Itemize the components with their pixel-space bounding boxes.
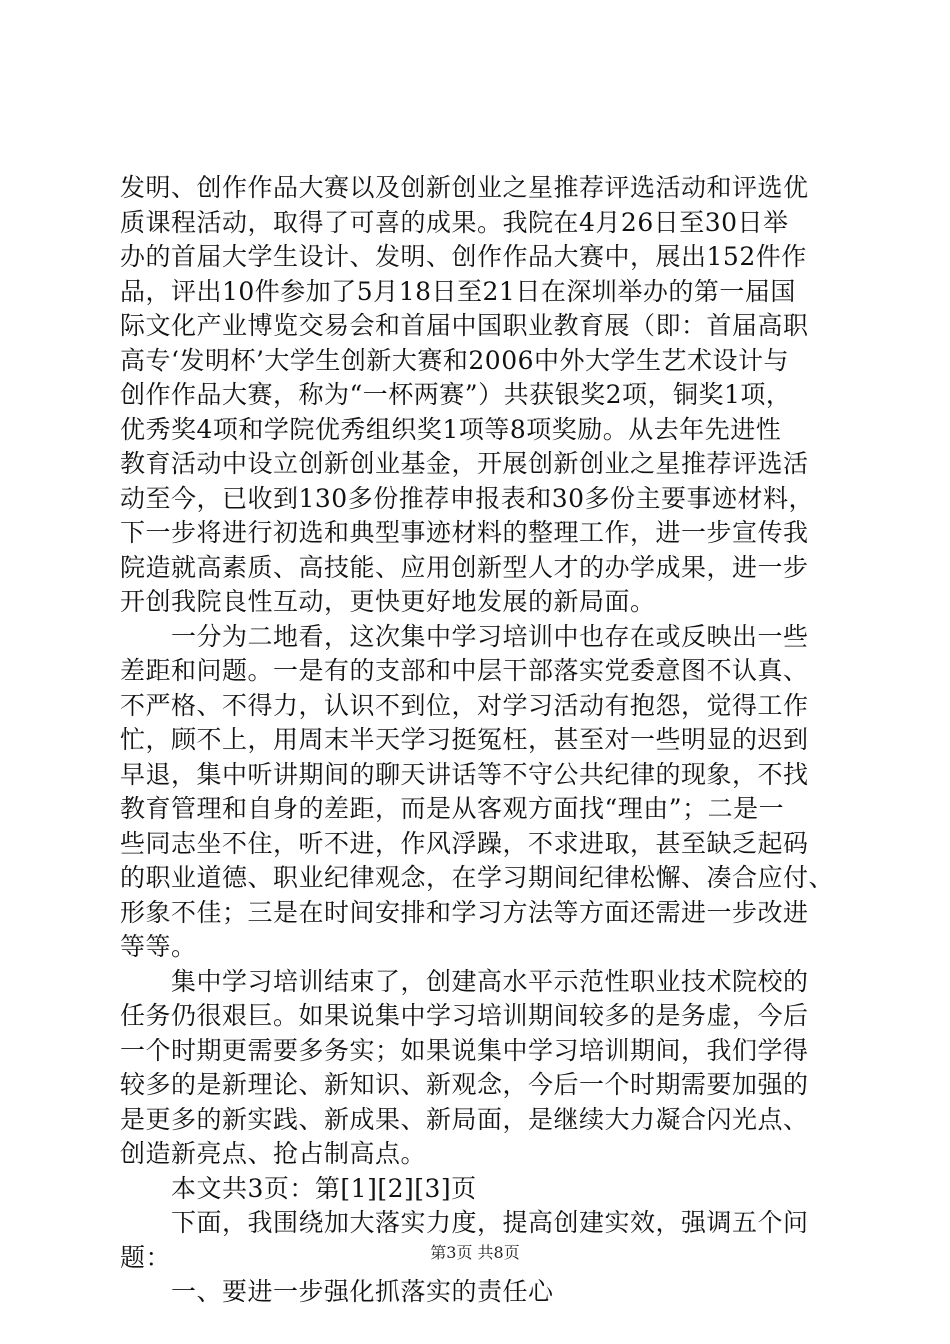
text-line: 动至今，已收到130多份推荐申报表和30多份主要事迹材料， — [120, 483, 815, 513]
text-line: 下一步将进行初选和典型事迹材料的整理工作，进一步宣传我 — [120, 518, 809, 547]
text-line: 质课程活动，取得了可喜的成果。我院在4月26日至30日举 — [120, 207, 789, 237]
text-line: 题： — [120, 1242, 172, 1272]
text-line: 发明、创作作品大赛以及创新创业之星推荐评选活动和评选优 — [120, 173, 809, 202]
text-line: 办的首届大学生设计、发明、创作作品大赛中，展出152件作 — [120, 242, 807, 271]
text-line: 差距和问题。一是有的支部和中层干部落实党委意图不认真、 — [120, 656, 809, 685]
text-line: 等等。 — [120, 932, 197, 961]
page-nav-line: 本文共3页：第[1][2][3]页 — [120, 1173, 477, 1203]
text-line: 优秀奖4项和学院优秀组织奖1项等8项奖励。从去年先进性 — [120, 414, 782, 444]
text-line: 院造就高素质、高技能、应用创新型人才的办学成果，进一步 — [120, 552, 809, 582]
text-line: 较多的是新理论、新知识、新观念，今后一个时期需要加强的 — [120, 1070, 809, 1099]
text-line: 一分为二地看，这次集中学习培训中也存在或反映出一些 — [120, 621, 809, 651]
text-line: 些同志坐不住，听不进，作风浮躁，不求进取，甚至缺乏起码 — [120, 828, 809, 858]
section-heading: 一、要进一步强化抓落实的责任心 — [120, 1277, 554, 1306]
text-line: 下面，我围绕加大落实力度，提高创建实效，强调五个问 — [120, 1208, 809, 1237]
text-line: 形象不佳；三是在时间安排和学习方法等方面还需进一步改进 — [120, 897, 809, 927]
text-line: 教育管理和自身的差距，而是从客观方面找“理由”；二是一 — [120, 794, 785, 823]
text-line: 开创我院良性互动，更快更好地发展的新局面。 — [120, 587, 656, 616]
text-line: 高专‘发明杯’大学生创新大赛和2006中外大学生艺术设计与 — [120, 345, 790, 375]
text-line: 任务仍很艰巨。如果说集中学习培训期间较多的是务虚，今后 — [120, 1001, 809, 1030]
text-line: 是更多的新实践、新成果、新局面，是继续大力凝合闪光点、 — [120, 1104, 809, 1134]
text-line: 早退，集中听讲期间的聊天讲话等不守公共纪律的现象，不找 — [120, 759, 809, 789]
text-line: 际文化产业博览交易会和首届中国职业教育展（即：首届高职 — [120, 311, 809, 340]
document-body — [120, 171, 840, 1310]
text-line: 创造新亮点、抢占制高点。 — [120, 1139, 427, 1168]
text-line: 教育活动中设立创新创业基金，开展创新创业之星推荐评选活 — [120, 449, 809, 478]
text-line: 一个时期更需要多务实；如果说集中学习培训期间，我们学得 — [120, 1035, 809, 1065]
page-footer — [0, 1243, 950, 1263]
text-line: 的职业道德、职业纪律观念，在学习期间纪律松懈、凑合应付、 — [120, 863, 835, 892]
page-number-label: 第3页 共8页 — [430, 1243, 520, 1262]
text-line: 创作作品大赛，称为“一杯两赛”）共获银奖2项，铜奖1项， — [120, 380, 792, 409]
text-line: 集中学习培训结束了，创建高水平示范性职业技术院校的 — [120, 966, 809, 996]
text-line: 忙，顾不上，用周末半天学习挺冤枉，甚至对一些明显的迟到 — [120, 725, 809, 754]
text-line: 不严格、不得力，认识不到位，对学习活动有抱怨，觉得工作 — [120, 690, 809, 720]
text-line: 品，评出10件参加了5月18日至21日在深圳举办的第一届国 — [120, 276, 796, 306]
